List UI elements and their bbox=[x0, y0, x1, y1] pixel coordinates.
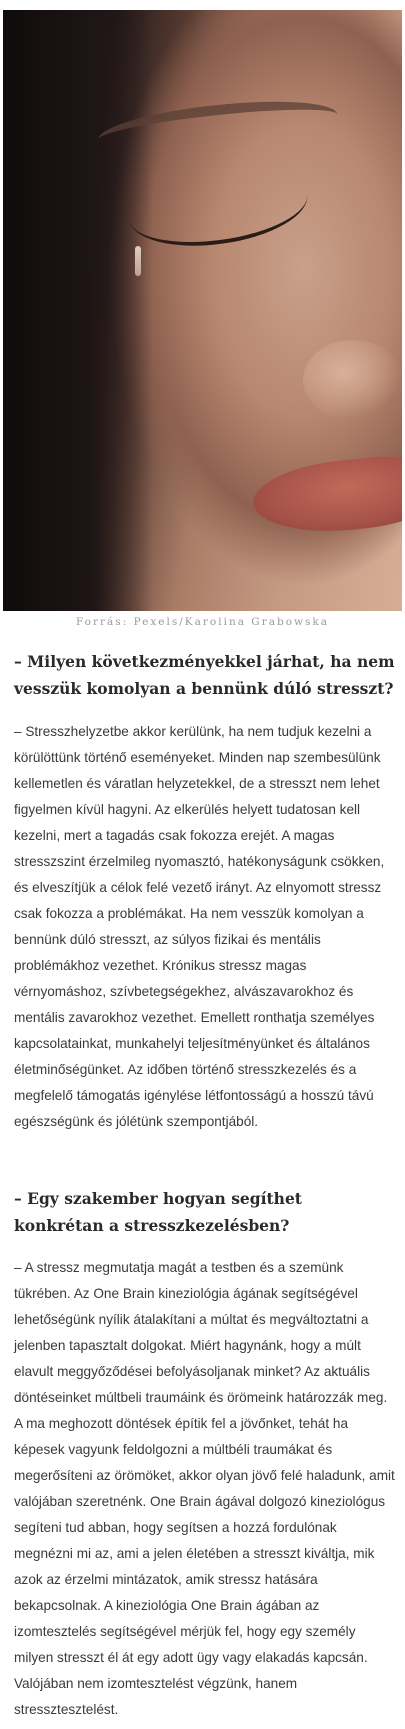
section-paragraph-specialist: – A stressz megmutatja magát a testben és a szemünk tükrében. Az One Brain kineziológia ágának segítségével lehetőségünk nyílik átalakítani a múltat és megváltoztatni a jelenben tapasztalt dolgokat. Miért hagynánk, hogy a múlt elavult meggyőződései befolyásoljanak minket? Az aktuális döntéseinket múltbeli traumáink és örömeink határozzák meg. A ma meghozott döntések építik fel a jövőnket, tehát ha képesek vagyunk feldolgozni a múltbéli traumákat és megerősíteni az örömöket, akkor olyan jövő felé haladunk, amit valójában szeretnénk. One Brain ágával dolgozó kineziológus segíteni tud abban, hogy segítsen a hozzá fordulónak megnézni mi az, ami a jelen életében a stresszt kiváltja, mik azok az érzelmi mintázatok, amik stressz hatására bekapcsolnak. A kineziológia One Brain ágában az izomtesztelés segítségével mérjük fel, hogy egy személy milyen stresszt él át egy adott ügy vagy elakadás kapcsán. Valójában nem izomtesztelést végzünk, hanem stressztesztelést. bbox=[14, 1260, 395, 1717]
photo-tear bbox=[135, 246, 141, 276]
section-paragraph-consequences: – Stresszhelyzetbe akkor kerülünk, ha nem tudjuk kezelni a körülöttünk történő eseményeket. Minden nap szembesülünk kellemetlen és váratlan helyzetekkel, de a stresszt nem lehet figyelmen kívül hagyni. Az elkerülés helyett tudatosan kell kezelni, mert a tagadás csak fokozza erejét. A magas stresszszint érzelmileg nyomasztó, hatékonyságunk csökken, és elveszítjük a célok felé vezető irányt. Az elnyomott stressz csak fokozza a problémákat. Ha nem vesszük komolyan a bennünk dúló stresszt, az súlyos fizikai és mentális problémákhoz vezethet. Krónikus stressz magas vérnyomáshoz, szívbetegségekhez, alvászavarokhoz és mentális zavarokhoz vezethet. Emellett ronthatja személyes kapcsolatainkat, munkahelyi teljesítményünket és általános életminőségünket. Az időben történő stresszkezelés és a megfelelő támogatás igénylése létfontosságú a hosszú távú egészségünk és jólétünk szempontjából. bbox=[14, 724, 385, 1129]
section-heading-consequences: – Milyen következményekkel járhat, ha nem vesszük komolyan a bennünk dúló stresszt? bbox=[14, 652, 395, 698]
photo-nose bbox=[303, 340, 402, 420]
photo-lips bbox=[250, 450, 402, 539]
photo-shadow bbox=[3, 10, 153, 611]
section-heading-specialist: – Egy szakember hogyan segíthet konkrétan a stresszkezelésben? bbox=[14, 1189, 302, 1235]
image-caption: Forrás: Pexels/Karolina Grabowska bbox=[75, 616, 330, 628]
article-photo bbox=[3, 10, 402, 611]
